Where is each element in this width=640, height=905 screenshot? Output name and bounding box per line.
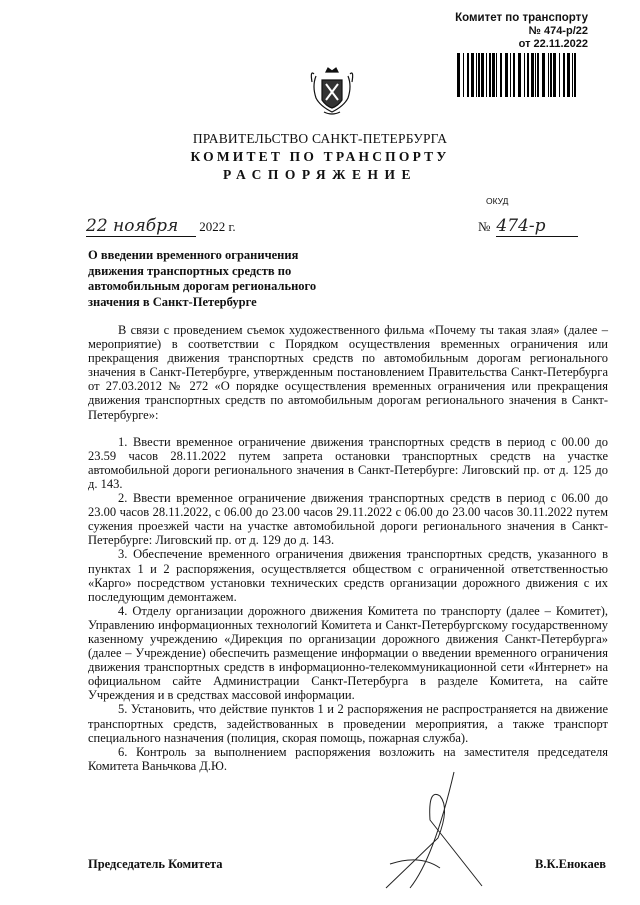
document-subject: О введении временного ограничения движения транспортных средств по автомобильным дорогам регионального значения в Санкт-Петербурге [88, 248, 317, 309]
handwritten-date: 22 ноября [86, 216, 196, 237]
date-year: 2022 г. [199, 219, 236, 234]
barcode-icon [457, 53, 577, 97]
document-date [86, 216, 236, 237]
document-header [0, 130, 640, 184]
committee-name: КОМИТЕТ ПО ТРАНСПОРТУ [190, 149, 450, 164]
signatory-title: Председатель Комитета [88, 857, 223, 871]
stamp-line-1: Комитет по транспорту [455, 12, 588, 24]
okud-label: ОКУД [486, 196, 509, 206]
st-petersburg-coat-of-arms-icon [308, 66, 356, 116]
number-prefix: № [478, 219, 491, 234]
registration-stamp [455, 12, 588, 51]
handwritten-signature-icon [380, 768, 490, 893]
document-type: РАСПОРЯЖЕНИЕ [222, 167, 418, 182]
item-paragraph: 1. Ввести временное ограничение движения транспортных средств в период с 00.00 до 23.59 часов 28.11.2022 путем запрета остановки транспортных средств на участке автомобильной дороги регионального значения в Санкт-Петербурге: Лиговский пр. от д. 125 до д. 143. [88, 434, 608, 491]
stamp-line-2: № 474-р/22 [528, 25, 588, 37]
item-paragraph: 6. Контроль за выполнением распоряжения возложить на заместителя председателя Комитета Ваньчкова Д.Ю. [88, 744, 608, 773]
preamble-paragraph: В связи с проведением съемок художественного фильма «Почему ты такая злая» (далее – мероприятие) в соответствии с Порядком осуществления временных ограничения или прекращения движения транспортных средств по автомобильным дорогам регионального значения в Санкт-Петербурге, утвержденным постановлением Правительства Санкт-Петербурга от 27.03.2012 № 272 «О порядке осуществления временных ограничения или прекращения движения транспортных средств по автомобильным дорогам регионального значения в Санкт-Петербурге»: [88, 323, 608, 422]
signatory-name: В.К.Енокаев [534, 857, 606, 871]
government-name: ПРАВИТЕЛЬСТВО САНКТ-ПЕТЕРБУРГА [192, 131, 448, 146]
stamp-line-3: от 22.11.2022 [518, 38, 588, 50]
signature-block [88, 857, 606, 872]
item-paragraph: 5. Установить, что действие пунктов 1 и 2 распоряжения не распространяется на движение транспортных средств, задействованных в проведении мероприятия, а также транспорт специального назначения (полиция, скорая помощь, пожарная служба). [88, 702, 608, 745]
handwritten-number: 474-р [496, 216, 578, 237]
item-paragraph: 4. Отделу организации дорожного движения Комитета по транспорту (далее – Комитет), Управлению информационных технологий Комитета и Санкт-Петербургскому государственному казенному учреждению «Дирекция по организации дорожного движения Санкт-Петербурга» (далее – Учреждение) обеспечить размещение информации о введении временного ограничения движения транспортных средств в информационно-телекоммуникационной сети «Интернет» на официальном сайте Администрации Санкт-Петербурга в разделе Комитета, на сайте Учреждения и в средствах массовой информации. [88, 603, 608, 703]
item-paragraph: 3. Обеспечение временного ограничения движения транспортных средств, указанного в пунктах 1 и 2 распоряжения, осуществляется обществом с ограниченной ответственностью «Карго» посредством установки технических средств организации дорожного движения с их последующим демонтажем. [88, 547, 608, 604]
document-body [88, 323, 608, 773]
document-number [478, 216, 578, 237]
item-paragraph: 2. Ввести временное ограничение движения транспортных средств в период с 06.00 до 23.00 часов 28.11.2022, с 06.00 до 23.00 часов 29.11.2022 с 06.00 до 23.00 часов 30.11.2022 путем сужения проезжей части на участке автомобильной дороги регионального значения в Санкт-Петербурге: Лиговский пр. от д. 129 до д. 143. [88, 491, 608, 548]
